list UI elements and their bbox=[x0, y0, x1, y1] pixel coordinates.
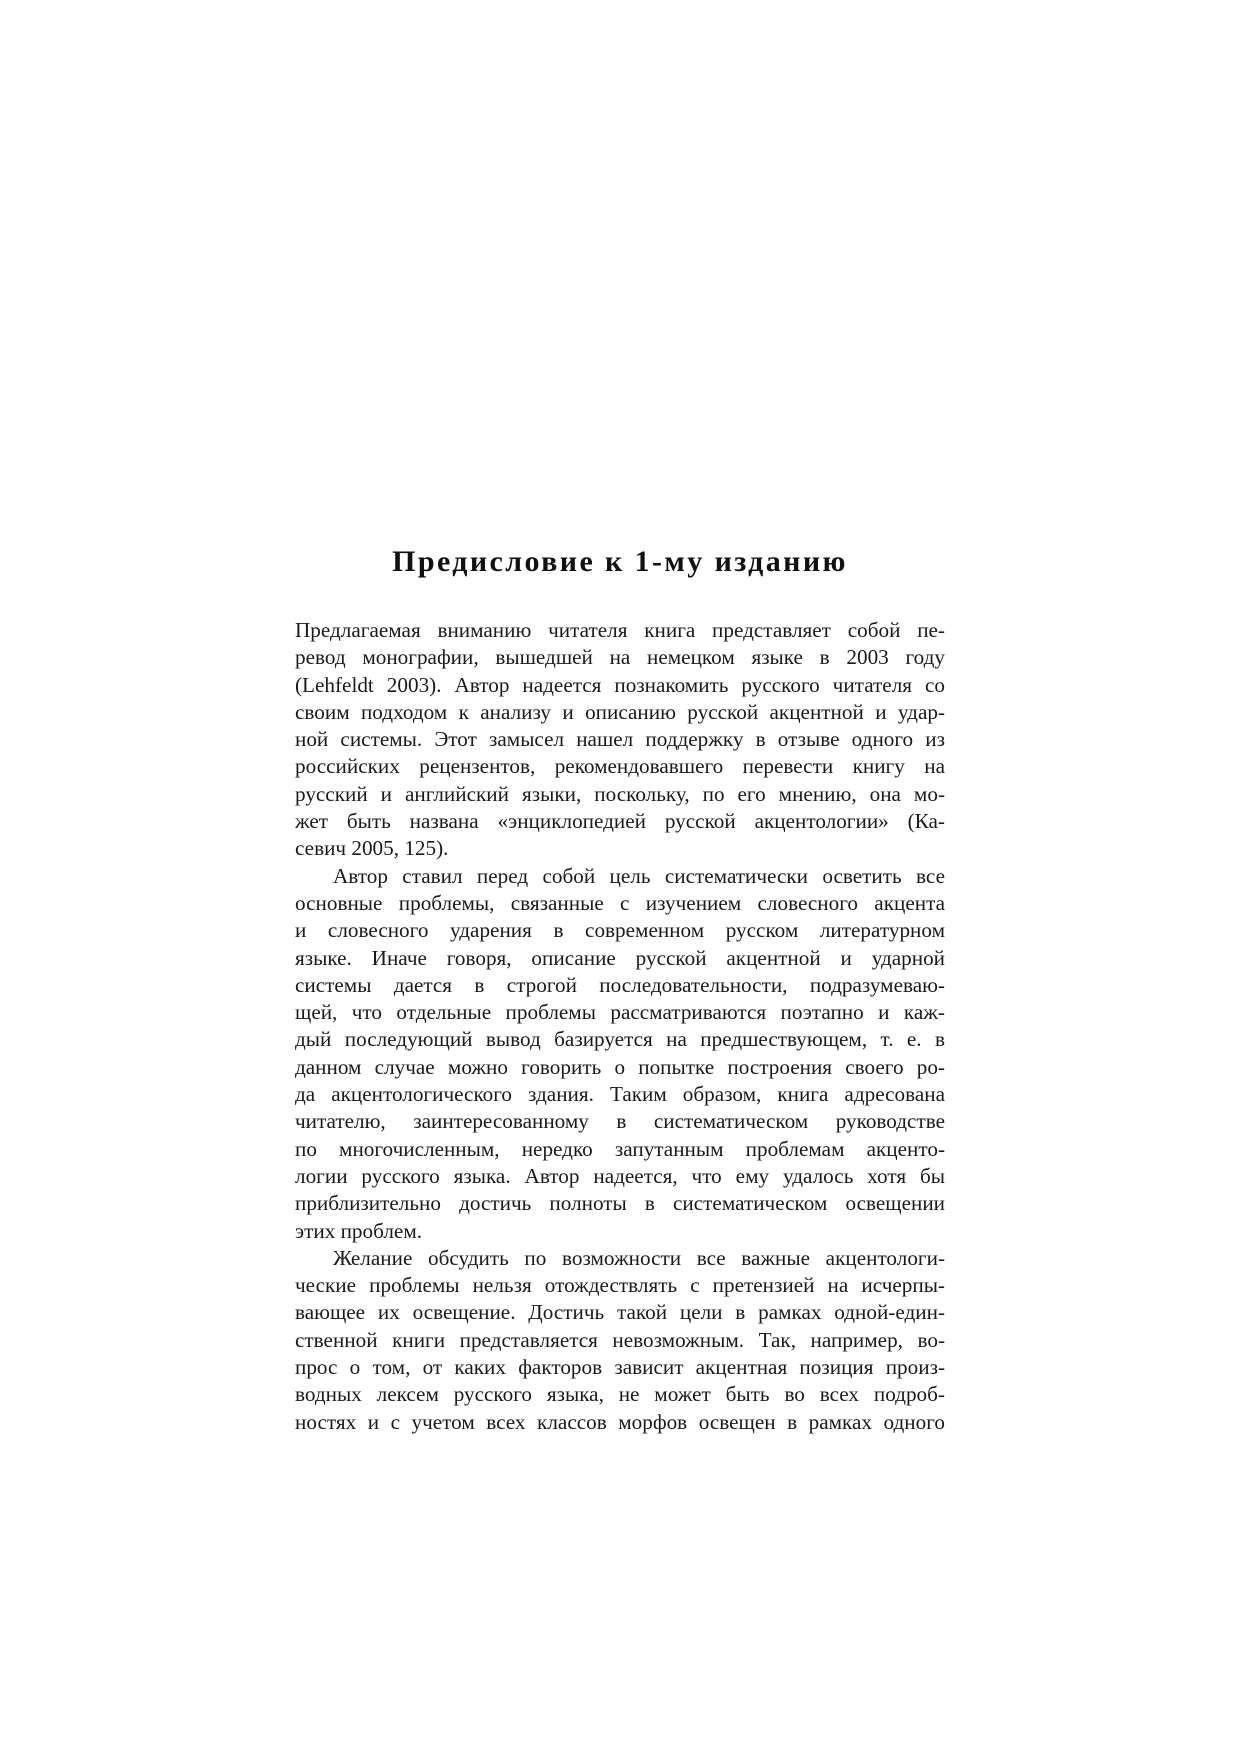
paragraph-3 bbox=[295, 1245, 945, 1436]
text-line: системы дается в строгой последовательности, подразумеваю- bbox=[295, 972, 945, 997]
text-line: да акцентологического здания. Таким образом, книга адресована bbox=[295, 1082, 945, 1107]
text-line: приблизительно достичь полноты в систематическом освещении bbox=[295, 1191, 945, 1216]
text-line: щей, что отдельные проблемы рассматриваются поэтапно и каж- bbox=[295, 1000, 945, 1025]
text-line: этих проблем. bbox=[295, 1218, 423, 1243]
text-line: логии русского языка. Автор надеется, что ему удалось хотя бы bbox=[295, 1163, 945, 1188]
text-line: (Lehfeldt 2003). Автор надеется познакомить русского читателя со bbox=[295, 672, 945, 697]
text-line: прос о том, от каких факторов зависит акцентная позиция произ- bbox=[295, 1355, 945, 1380]
text-line: читателю, заинтересованному в систематическом руководстве bbox=[295, 1109, 945, 1134]
text-line: ностях и с учетом всех классов морфов освещен в рамках одного bbox=[295, 1409, 945, 1434]
text-line: российских рецензентов, рекомендовавшего перевести книгу на bbox=[295, 754, 945, 779]
text-line: водных лексем русского языка, не может быть во всех подроб- bbox=[295, 1382, 945, 1407]
text-line: дый последующий вывод базируется на предшествующем, т. е. в bbox=[295, 1027, 945, 1052]
text-line: Желание обсудить по возможности все важные акцентологи- bbox=[333, 1245, 945, 1270]
text-line: ревод монографии, вышедшей на немецком языке в 2003 году bbox=[295, 645, 945, 670]
text-line: и словесного ударения в современном русском литературном bbox=[295, 918, 945, 943]
text-line: основные проблемы, связанные с изучением словесного акцента bbox=[295, 890, 945, 915]
paragraph-1 bbox=[295, 617, 945, 863]
text-line: языке. Иначе говоря, описание русской акцентной и ударной bbox=[295, 945, 945, 970]
text-line: ческие проблемы нельзя отождествлять с претензией на исчерпы- bbox=[295, 1273, 945, 1298]
text-line: Автор ставил перед собой цель систематически осветить все bbox=[333, 863, 945, 888]
text-line: ственной книги представляется невозможным. Так, например, во- bbox=[295, 1327, 945, 1352]
text-line: своим подходом к анализу и описанию русской акцентной и удар- bbox=[295, 699, 945, 724]
text-line: русский и английский языки, поскольку, по его мнению, она мо- bbox=[295, 781, 945, 806]
paragraph-2 bbox=[295, 863, 945, 1245]
body-text bbox=[295, 617, 945, 1436]
text-line: жет быть названа «энциклопедией русской акцентологии» (Ка- bbox=[295, 809, 945, 834]
text-line: вающее их освещение. Достичь такой цели в рамках одной-един- bbox=[295, 1300, 945, 1325]
text-line: по многочисленным, нередко запутанным проблемам акценто- bbox=[295, 1136, 945, 1161]
text-line: Предлагаемая вниманию читателя книга представляет собой пе- bbox=[295, 618, 945, 642]
text-line: ной системы. Этот замысел нашел поддержку в отзыве одного из bbox=[295, 727, 945, 752]
text-line: данном случае можно говорить о попытке построения своего ро- bbox=[295, 1054, 945, 1079]
page-title: Предисловие к 1-му изданию bbox=[392, 545, 848, 578]
text-line: севич 2005, 125). bbox=[295, 836, 449, 861]
